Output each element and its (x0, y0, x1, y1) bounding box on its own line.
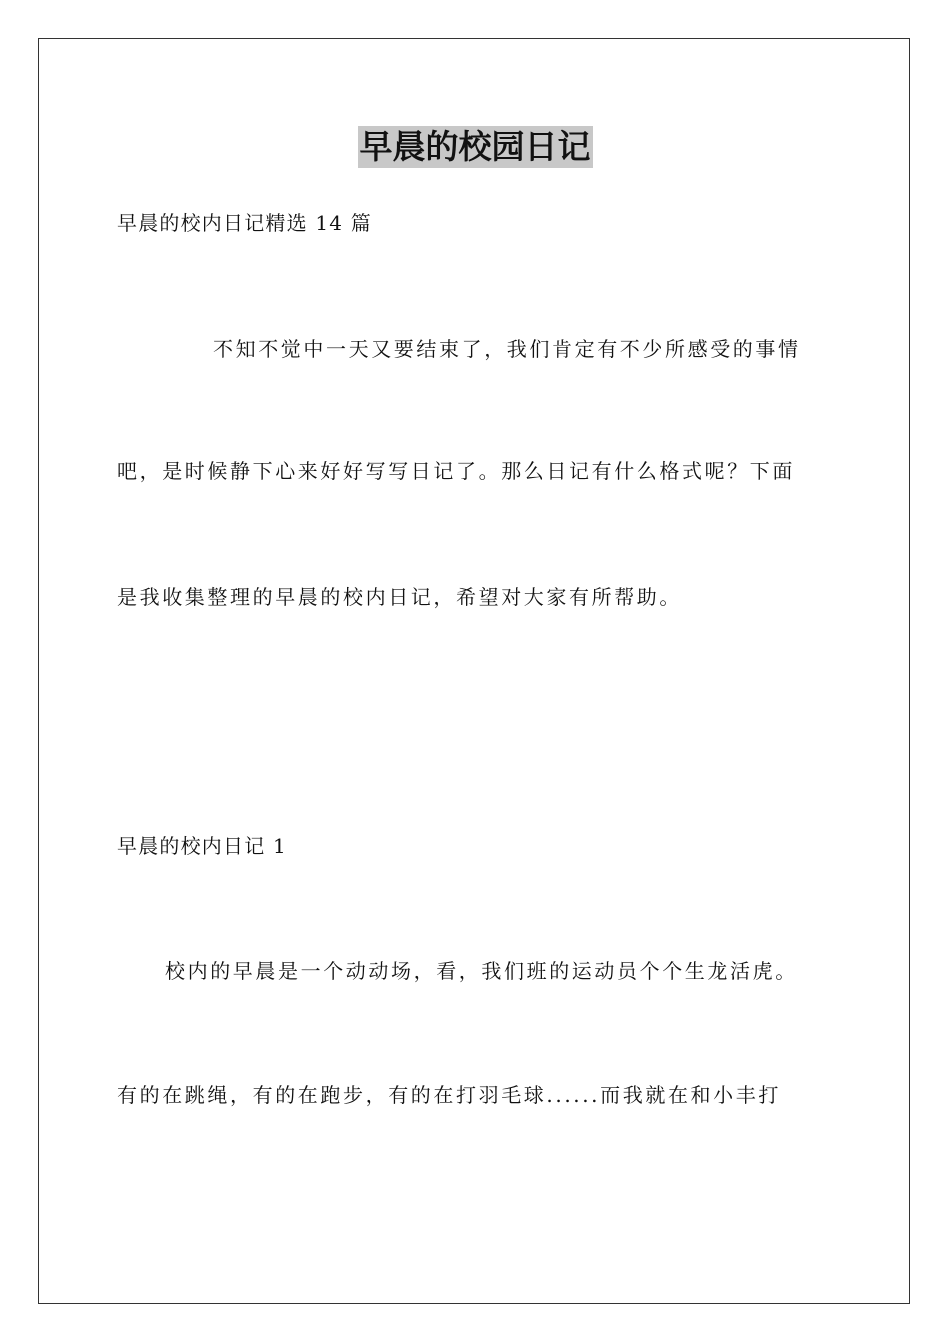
section-line-2: 有的在跳绳，有的在跑步，有的在打羽毛球......而我就在和小丰打 (117, 1083, 781, 1107)
intro-line-1: 不知不觉中一天又要结束了，我们肯定有不少所感受的事情 (213, 337, 801, 361)
title-container (0, 126, 950, 168)
intro-line-2: 吧，是时候静下心来好好写写日记了。那么日记有什么格式呢？下面 (117, 459, 795, 483)
document-subtitle: 早晨的校内日记精选 14 篇 (117, 211, 372, 235)
section-heading: 早晨的校内日记 1 (117, 834, 287, 858)
section-line-1: 校内的早晨是一个动动场，看，我们班的运动员个个生龙活虎。 (165, 959, 798, 983)
intro-line-3: 是我收集整理的早晨的校内日记，希望对大家有所帮助。 (117, 585, 682, 609)
document-title: 早晨的校园日记 (359, 127, 591, 166)
